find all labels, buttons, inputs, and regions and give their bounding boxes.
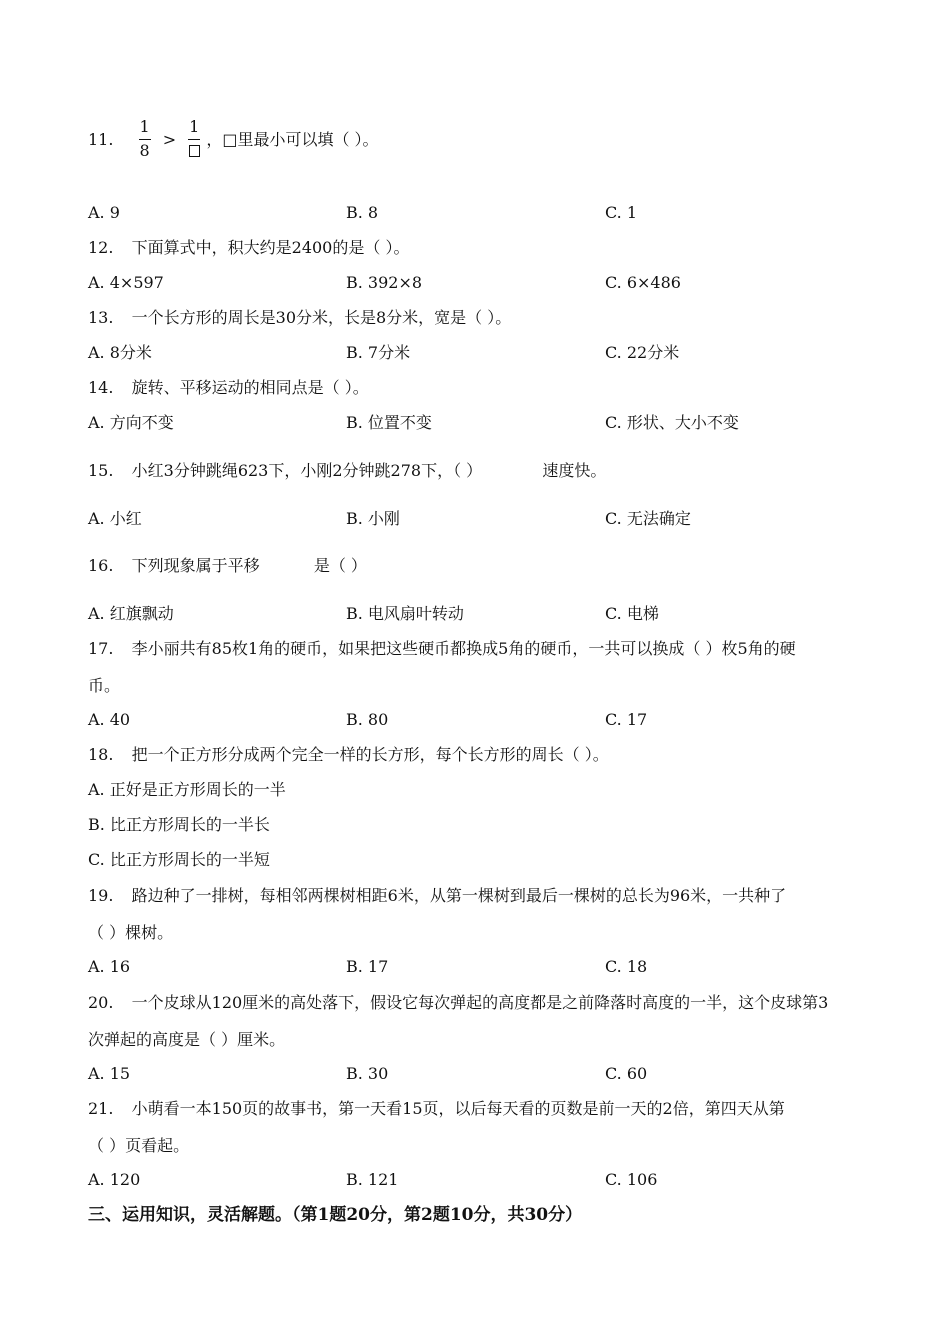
- option-a[interactable]: A. 方向不变: [88, 413, 174, 432]
- greater-than-sign: >: [162, 130, 177, 149]
- option-c[interactable]: C. 形状、大小不变: [605, 413, 739, 432]
- option-c[interactable]: C. 18: [605, 957, 648, 976]
- option-a[interactable]: A. 4×597: [88, 273, 164, 292]
- question-19: [88, 886, 786, 906]
- option-c[interactable]: C. 1: [605, 203, 638, 222]
- question-17: [88, 639, 796, 659]
- blank-box-icon: [189, 145, 200, 157]
- question-text: 路边种了一排树，每相邻两棵树相距6米，从第一棵树到最后一棵树的总长为96米，一共种了: [131, 886, 787, 905]
- option-c[interactable]: C. 电梯: [605, 604, 659, 623]
- option-c[interactable]: C. 比正方形周长的一半短: [88, 850, 270, 869]
- fraction-numerator: 1: [189, 117, 200, 136]
- question-text: 一个皮球从120厘米的高处落下，假设它每次弹起的高度都是之前降落时高度的一半，这个皮球第3: [131, 993, 829, 1012]
- fraction-bar: [139, 139, 151, 140]
- option-a[interactable]: A. 16: [88, 957, 131, 976]
- option-c[interactable]: C. 22分米: [605, 343, 680, 362]
- option-b[interactable]: B. 比正方形周长的一半长: [88, 815, 270, 834]
- question-20: [88, 993, 828, 1013]
- question-21-continued: （ ）页看起。: [88, 1136, 190, 1155]
- question-text: 小萌看一本150页的故事书，第一天看15页，以后每天看的页数是前一天的2倍，第四天从第: [131, 1099, 785, 1118]
- option-a[interactable]: A. 120: [88, 1170, 141, 1189]
- question-16: [88, 556, 367, 576]
- option-c[interactable]: C. 无法确定: [605, 509, 691, 528]
- question-18: [88, 745, 609, 765]
- option-a[interactable]: A. 红旗飘动: [88, 604, 174, 623]
- option-c[interactable]: C. 60: [605, 1064, 648, 1083]
- option-b[interactable]: B. 小刚: [346, 509, 400, 528]
- option-c[interactable]: C. 17: [605, 710, 648, 729]
- question-text: 把一个正方形分成两个完全一样的长方形，每个长方形的周长（ ）。: [131, 745, 609, 764]
- option-a[interactable]: A. 15: [88, 1064, 131, 1083]
- option-b[interactable]: B. 80: [346, 710, 389, 729]
- question-number: 17.: [88, 639, 114, 658]
- option-b[interactable]: B. 17: [346, 957, 389, 976]
- question-text: ，□里最小可以填（ ）。: [206, 130, 379, 149]
- question-text: 李小丽共有85枚1角的硬币，如果把这些硬币都换成5角的硬币，一共可以换成（ ）枚5角的硬: [131, 639, 796, 658]
- question-text: 小红3分钟跳绳623下，小刚2分钟跳278下，（ ）: [131, 461, 483, 480]
- question-text: 下面算式中，积大约是2400的是（ ）。: [131, 238, 410, 257]
- fraction-denominator: 8: [139, 141, 150, 160]
- question-19-continued: （ ）棵树。: [88, 923, 174, 942]
- option-a[interactable]: A. 小红: [88, 509, 142, 528]
- question-11: [88, 118, 379, 164]
- question-number: 13.: [88, 308, 114, 327]
- question-text: 下列现象属于平移: [131, 556, 260, 575]
- question-number: 14.: [88, 378, 114, 397]
- option-c[interactable]: C. 6×486: [605, 273, 681, 292]
- option-b[interactable]: B. 121: [346, 1170, 399, 1189]
- option-b[interactable]: B. 7分米: [346, 343, 411, 362]
- fraction-bar: [188, 139, 200, 140]
- section-heading: 三、运用知识，灵活解题。（第1题20分，第2题10分，共30分）: [88, 1205, 583, 1225]
- question-text: 旋转、平移运动的相同点是（ ）。: [131, 378, 369, 397]
- question-13: [88, 308, 511, 328]
- fraction-one-over-box: [187, 118, 201, 162]
- question-number: 20.: [88, 993, 114, 1012]
- question-text: 一个长方形的周长是30分米，长是8分米，宽是（ ）。: [131, 308, 512, 327]
- option-b[interactable]: B. 30: [346, 1064, 389, 1083]
- option-b[interactable]: B. 位置不变: [346, 413, 432, 432]
- option-b[interactable]: B. 8: [346, 203, 379, 222]
- question-15: [88, 461, 606, 481]
- fraction-numerator: 1: [139, 117, 150, 136]
- question-number: 18.: [88, 745, 114, 764]
- question-text-tail: 是（ ）: [313, 556, 367, 575]
- option-b[interactable]: B. 电风扇叶转动: [346, 604, 464, 623]
- option-b[interactable]: B. 392×8: [346, 273, 423, 292]
- option-a[interactable]: A. 40: [88, 710, 131, 729]
- option-a[interactable]: A. 9: [88, 203, 120, 222]
- question-text-tail: 速度快。: [542, 461, 607, 480]
- question-12: [88, 238, 409, 258]
- question-number: 19.: [88, 886, 114, 905]
- question-14: [88, 378, 369, 398]
- fraction-one-eighth: [138, 118, 152, 162]
- question-20-continued: 次弹起的高度是（ ）厘米。: [88, 1030, 286, 1049]
- option-c[interactable]: C. 106: [605, 1170, 658, 1189]
- question-number: 12.: [88, 238, 114, 257]
- question-21: [88, 1099, 785, 1119]
- question-number: 15.: [88, 461, 114, 480]
- option-a[interactable]: A. 8分米: [88, 343, 152, 362]
- question-17-continued: 币。: [88, 676, 121, 695]
- question-number: 16.: [88, 556, 114, 575]
- option-a[interactable]: A. 正好是正方形周长的一半: [88, 780, 286, 799]
- question-number: 21.: [88, 1099, 114, 1118]
- question-number: 11.: [88, 130, 114, 149]
- fraction-denominator-box: [187, 142, 201, 160]
